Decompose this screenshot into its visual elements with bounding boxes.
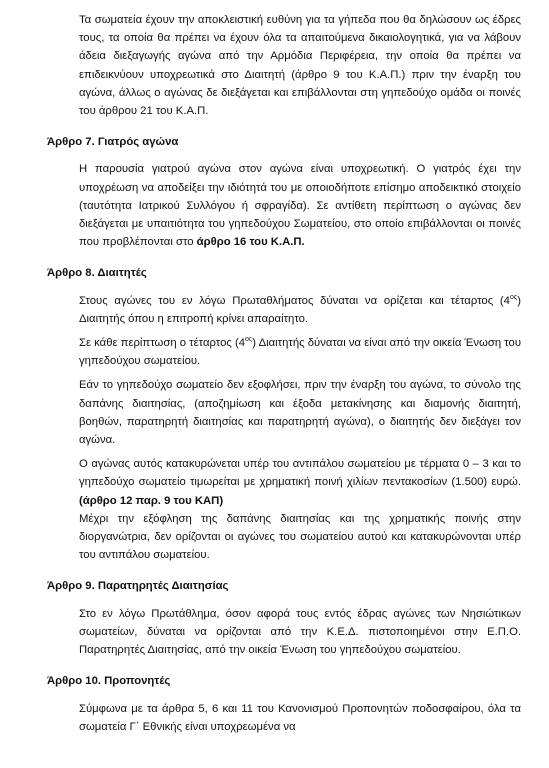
article-8-paragraph-1: [79, 292, 521, 328]
article-10-heading: Άρθρο 10. Προπονητές: [47, 675, 171, 688]
article-8-p2-superscript: ος: [245, 336, 253, 344]
article-7-reference: άρθρο 16 του Κ.Α.Π.: [196, 236, 305, 249]
article-8-p1-text-b: ) Διαιτητής όπου η επιτροπή κρίνει απαραίτητο.: [79, 294, 521, 325]
article-8-p4-reference: (άρθρο 12 παρ. 9 του ΚΑΠ): [79, 494, 224, 507]
article-7-paragraph: [79, 160, 521, 251]
article-7-heading: Άρθρο 7. Γιατρός αγώνα: [47, 136, 179, 149]
article-10-paragraph: Σύμφωνα με τα άρθρα 5, 6 και 11 του Κανονισμού Προπονητών ποδοσφαίρου, όλα τα σωματεία Γ΄ Εθνικής είναι υποχρεωμένα να: [79, 702, 521, 733]
article-7-text: Η παρουσία γιατρού αγώνα στον αγώνα είναι υποχρεωτική. Ο γιατρός έχει την υποχρέωση να αποδείξει την ιδιότητά του με οποιοδήποτε επίσημο αποδεικτικό στοιχείο (ταυτότητα Ιατρικού Συλλόγου ή σφραγίδα). Σε αντίθετη περίπτωση ο αγώνας δεν διεξάγεται με υπαιτιότητα του γηπεδούχου Σωματείου, στο οποίο επιβάλλονται οι ποινές που προβλέπονται στο: [79, 163, 521, 249]
article-8-paragraph-4: [79, 455, 521, 510]
article-8-paragraph-5: Μέχρι την εξόφληση της δαπάνης διαιτησίας και της χρηματικής ποινής στην διοργανώτρια, δεν ορίζονται οι αγώνες του σωματείου αυτού και κατακυρώνονται υπέρ του αντιπάλου σωματείου.: [79, 512, 521, 562]
article-8-p1-text-a: Στους αγώνες του εν λόγω Πρωταθλήματος δύναται να ορίζεται και τέταρτος (4: [79, 294, 510, 307]
article-9-heading: Άρθρο 9. Παρατηρητές Διαιτησίας: [47, 580, 229, 593]
article-8-p2-text-a: Σε κάθε περίπτωση ο τέταρτος (4: [79, 337, 245, 350]
article-8-p4-text: Ο αγώνας αυτός κατακυρώνεται υπέρ του αντιπάλου σωματείου με τέρματα 0 – 3 και το γηπεδούχο σωματείο τιμωρείται με χρηματική ποινή χιλίων πεντακοσίων (1.500) ευρώ.: [79, 458, 521, 489]
article-8-paragraph-2: [79, 334, 521, 370]
intro-paragraph: Τα σωματεία έχουν την αποκλειστική ευθύνη για τα γήπεδα που θα δηλώσουν ως έδρες τους, τα οποία θα πρέπει να έχουν όλα τα απαιτούμενα δικαιολογητικά, για να λάβουν άδεια διεξαγωγής αγώνα από την Αρμόδια Περιφέρεια, την οποία θα πρέπει να επιδεικνύουν υποχρεωτικά στο Διαιτητή (άρθρο 9 του Κ.Α.Π.) πριν την έναρξη του αγώνα, άλλως ο αγώνας δε διεξάγεται και επιβάλλονται στη γηπεδούχο ομάδα οι ποινές του άρθρου 21 του Κ.Α.Π.: [79, 14, 521, 118]
article-8-heading: Άρθρο 8. Διαιτητές: [47, 267, 147, 280]
article-8-paragraph-3: Εάν το γηπεδούχο σωματείο δεν εξοφλήσει, πριν την έναρξη του αγώνα, το σύνολο της δαπάνης διαιτησίας, (αποζημίωση και έξοδα μετακίνησης και διαμονής διαιτητή, βοηθών, παρατηρητή διαιτησίας και παρατηρητή αγώνα), ο διαιτητής δεν διεξάγει τον αγώνα.: [79, 379, 521, 447]
article-8-p2-text-b: ) Διαιτητής δύναται να είναι από την οικεία Ένωση του γηπεδούχου σωματείου.: [79, 337, 522, 368]
article-9-paragraph: Στο εν λόγω Πρωτάθλημα, όσον αφορά τους εντός έδρας αγώνες των Νησιώτικων σωματείων, δύναται να ορίζονται από την Κ.Ε.Δ. πιστοποιημένοι στην Ε.Π.Ο. Παρατηρητές Διαιτησίας, από την οικεία Ένωση του γηπεδούχου σωματείου.: [79, 607, 521, 657]
article-8-p1-superscript: ος: [509, 293, 518, 301]
